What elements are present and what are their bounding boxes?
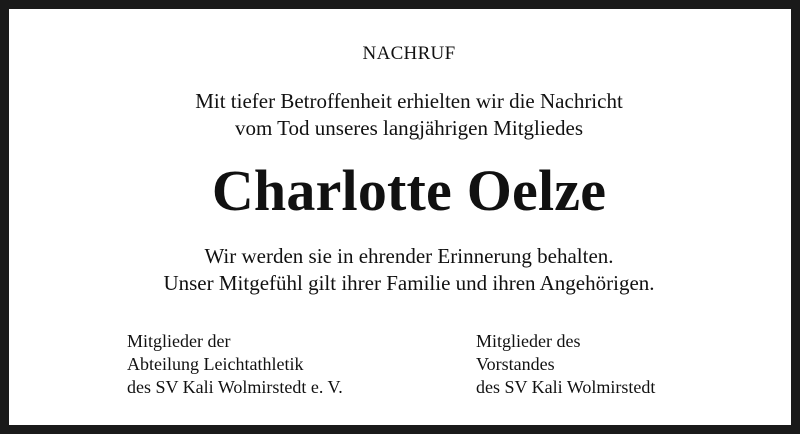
notice-heading: NACHRUF: [362, 43, 456, 64]
signature-block-board: [476, 330, 655, 399]
signature-line: Abteilung Leichtathletik: [127, 354, 304, 374]
signature-line: Vorstandes: [476, 354, 555, 374]
closing-line: Unser Mitgefühl gilt ihrer Familie und ihren Angehörigen.: [163, 271, 655, 295]
signature-line: Mitglieder des: [476, 331, 581, 351]
deceased-name: Charlotte Oelze: [211, 158, 607, 223]
closing-line: Wir werden sie in ehrender Erinnerung behalten.: [204, 244, 614, 268]
intro-text: [9, 88, 800, 142]
signature-line: des SV Kali Wolmirstedt: [476, 377, 656, 397]
signature-line: des SV Kali Wolmirstedt e. V.: [127, 377, 343, 397]
signature-line: Mitglieder der: [127, 331, 231, 351]
closing-text: [9, 243, 800, 297]
signature-block-athletics: [127, 330, 343, 399]
intro-line: Mit tiefer Betroffenheit erhielten wir die Nachricht: [195, 89, 623, 113]
intro-line: vom Tod unseres langjährigen Mitgliedes: [234, 116, 584, 140]
